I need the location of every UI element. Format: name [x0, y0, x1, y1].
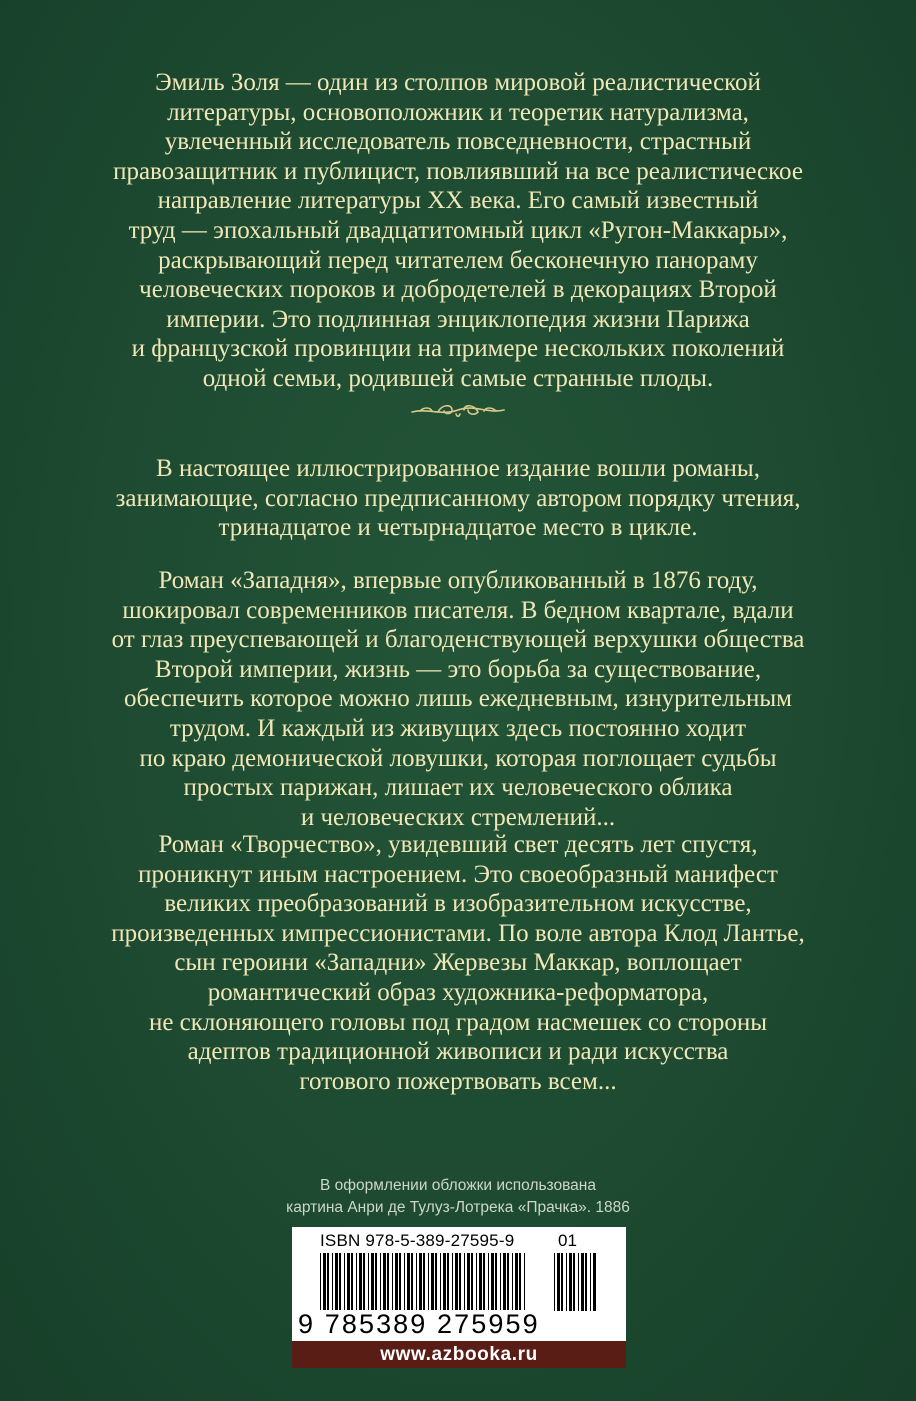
barcode-bar	[593, 1253, 596, 1311]
barcode-digits: 9 785389 275959	[298, 1309, 540, 1339]
isbn-label: ISBN 978-5-389-27595-9	[320, 1231, 515, 1250]
barcode	[292, 1227, 626, 1341]
barcode-bar	[566, 1253, 567, 1311]
barcode-bar	[554, 1253, 555, 1311]
cover-art-credit: В оформлении обложки использована картина Анри де Тулуз-Лотрека «Прачка». 1886	[286, 1177, 630, 1216]
barcode-bar	[561, 1253, 563, 1311]
barcode-addon: 01	[558, 1231, 577, 1250]
barcode-bar	[569, 1253, 572, 1311]
author-description: Эмиль Золя — один из столпов мировой реалистической литературы, основоположник и теоретик натурализма, увлеченный исследователь повседневности, страстный правозащитник и публицист, повлиявший на все реалистическое направление литературы XX века. Его самый известный труд — эпохальный двадцатитомный цикл «Ругон-Маккары», раскрывающий перед читателем бесконечную панораму человеческих пороков и добродетелей в декорациях Второй империи. Это подлинная энциклопедия жизни Парижа и французской провинции на примере нескольких поколений одной семьи, родившей самые странные плоды.	[113, 69, 803, 392]
barcode-bar	[581, 1253, 584, 1311]
barcode-bar	[557, 1253, 560, 1311]
publisher-website[interactable]: www.azbooka.ru	[292, 1341, 626, 1368]
barcode-bar	[578, 1253, 579, 1311]
novel-zapadnya-description: Роман «Западня», впервые опубликованный в 1876 году, шокировал современников писателя. В бедном квартале, вдали от глаз преуспевающей и благоденствующей верхушки общества Второй империи, жизнь — это борьба за существование, обеспечить которое можно лишь ежедневным, изнурительным трудом. И каждый из живущих здесь постоянно ходит по краю демонической ловушки, которая поглощает судьбы простых парижан, лишает их человеческого облика и человеческих стремлений...	[111, 567, 805, 831]
novel-tvorchestvo-description: Роман «Творчество», увидевший свет десять лет спустя, проникнут иным настроением. Это своеобразный манифест великих преобразований в изобразительном искусстве, произведенных импрессионистами. По воле автора Клод Лантье, сын героини «Западни» Жервезы Маккар, воплощает романтический образ художника-реформатора, не склоняющего головы под градом насмешек со стороны адептов традиционной живописи и ради искусства готового пожертвовать всем...	[111, 831, 805, 1095]
edition-intro: В настоящее иллюстрированное издание вошли романы, занимающие, согласно предписанному автором порядку чтения, тринадцатое и четырнадцатое место в цикле.	[115, 455, 801, 542]
flourish-divider-icon	[408, 398, 508, 422]
barcode-bar	[590, 1253, 591, 1311]
barcode-bar	[573, 1253, 575, 1311]
barcode-bar	[585, 1253, 587, 1311]
